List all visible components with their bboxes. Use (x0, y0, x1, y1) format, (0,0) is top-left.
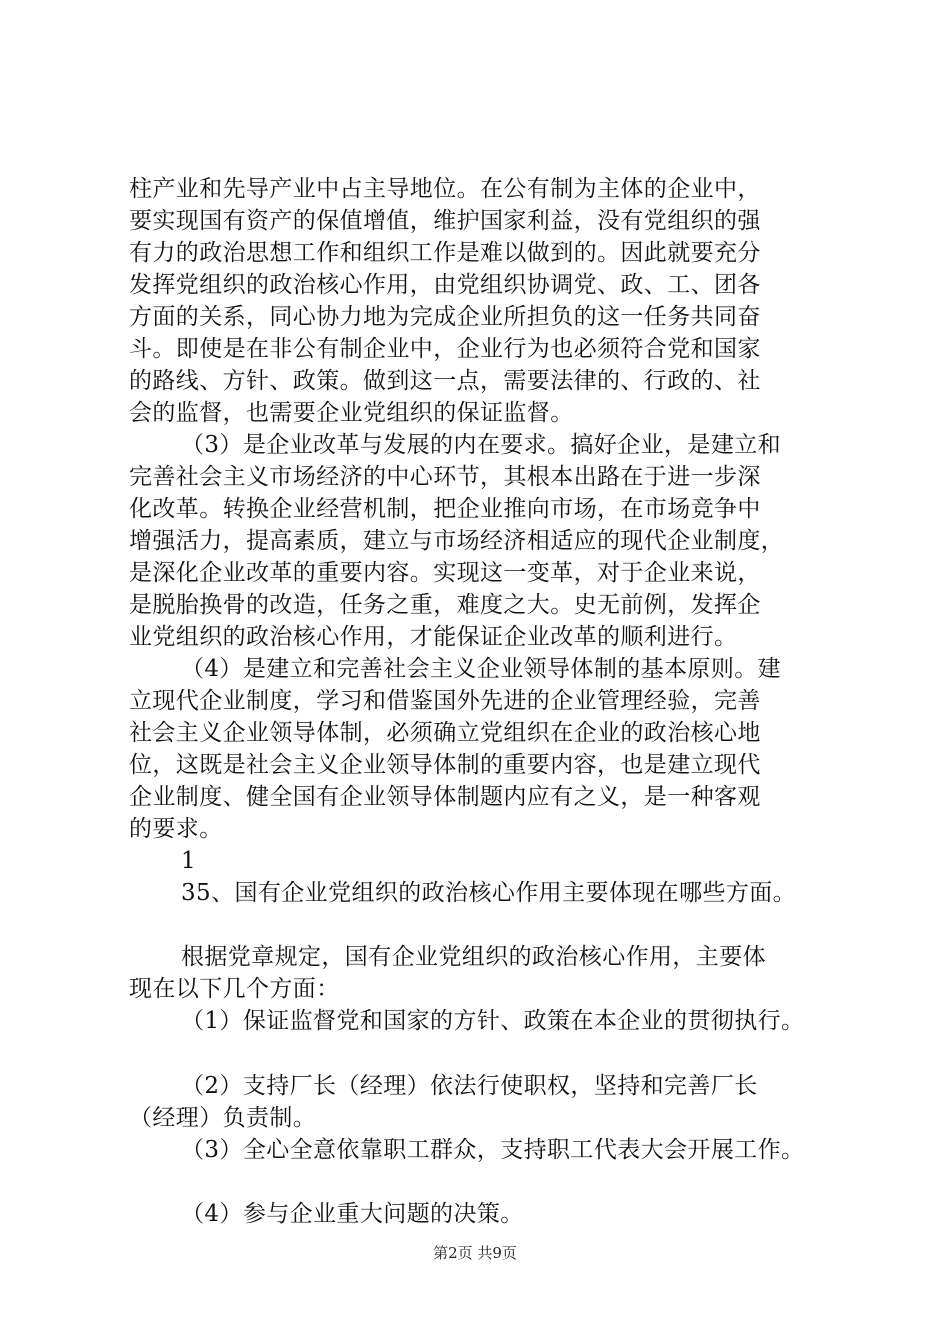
page-footer: 第2页 共9页 (433, 1244, 517, 1262)
stray-numeral: 1 (181, 848, 197, 875)
text-line-20: 企业制度、健全国有企业领导体制题内应有之义，是一种客观 (129, 784, 761, 811)
text-line-10: 完善社会主义市场经济的中心环节，其根本出路在于进一步深 (129, 464, 761, 491)
text-line-15: 业党组织的政治核心作用，才能保证企业改革的顺利进行。 (129, 624, 738, 651)
answer-intro-line-2: 现在以下几个方面： (129, 976, 340, 1003)
text-line-18: 社会主义企业领导体制，必须确立党组织在企业的政治核心地 (129, 720, 761, 747)
answer-point-3: （3）全心全意依靠职工群众，支持职工代表大会开展工作。 (181, 1136, 805, 1163)
text-line-12: 增强活力，提高素质，建立与市场经济相适应的现代企业制度， (129, 528, 785, 555)
text-line-11: 化改革。转换企业经营机制，把企业推向市场，在市场竞争中 (129, 496, 761, 523)
text-line-8: 会的监督，也需要企业党组织的保证监督。 (129, 400, 574, 427)
text-line-7: 的路线、方针、政策。做到这一点，需要法律的、行政的、社 (129, 368, 761, 395)
text-line-6: 斗。即使是在非公有制企业中，企业行为也必须符合党和国家 (129, 336, 761, 363)
answer-point-1: （1）保证监督党和国家的方针、政策在本企业的贯彻执行。 (181, 1008, 805, 1035)
answer-point-2-line-1: （2）支持厂长（经理）依法行使职权，坚持和完善厂长 (181, 1072, 758, 1099)
answer-point-4: （4）参与企业重大问题的决策。 (181, 1201, 524, 1227)
text-line-2: 要实现国有资产的保值增值，维护国家利益，没有党组织的强 (129, 208, 761, 234)
answer-point-2-line-2: （经理）负责制。 (129, 1104, 317, 1131)
text-line-4: 发挥党组织的政治核心作用，由党组织协调党、政、工、团各 (129, 272, 761, 298)
paragraph-4-heading-line: （4）是建立和完善社会主义企业领导体制的基本原则。建 (181, 656, 782, 683)
text-line-19: 位，这既是社会主义企业领导体制的重要内容，也是建立现代 (129, 752, 761, 779)
answer-intro-line-1: 根据党章规定，国有企业党组织的政治核心作用，主要体 (181, 944, 766, 971)
text-line-13: 是深化企业改革的重要内容。实现这一变革，对于企业来说， (129, 560, 761, 587)
text-line-1: 柱产业和先导产业中占主导地位。在公有制为主体的企业中， (129, 176, 761, 202)
text-line-17: 立现代企业制度，学习和借鉴国外先进的企业管理经验，完善 (129, 688, 761, 715)
text-line-3: 有力的政治思想工作和组织工作是难以做到的。因此就要充分 (129, 240, 761, 266)
paragraph-3-heading-line: （3）是企业改革与发展的内在要求。搞好企业，是建立和 (181, 432, 782, 459)
text-line-5: 方面的关系，同心协力地为完成企业所担负的这一任务共同奋 (129, 304, 761, 330)
text-line-21: 的要求。 (129, 816, 223, 843)
question-heading: 35、国有企业党组织的政治核心作用主要体现在哪些方面。 (181, 880, 797, 907)
text-line-14: 是脱胎换骨的改造，任务之重，难度之大。史无前例，发挥企 (129, 592, 761, 619)
